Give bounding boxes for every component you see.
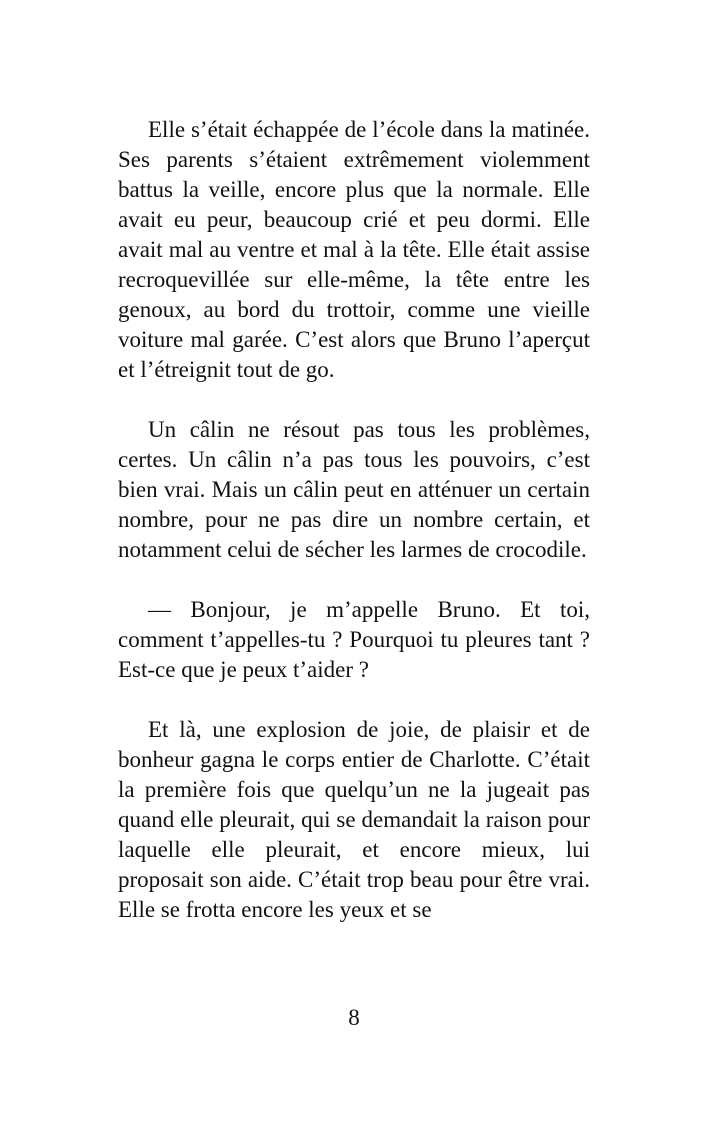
paragraph-2: Un câlin ne résout pas tous les problèmes, certes. Un câlin n’a pas tous les pouvoirs, c’est bien vrai. Mais un câlin peut en atténuer un certain nombre, pour ne pas dire un nombre certain, et notamment celui de sécher les larmes de crocodile. <box>118 417 590 562</box>
page-body <box>118 115 590 925</box>
paragraph-4: Et là, une explosion de joie, de plaisir et de bonheur gagna le corps entier de Charlotte. C’était la première fois que quelqu’un ne la jugeait pas quand elle pleurait, qui se demandait la raison pour laquelle elle pleurait, et encore mieux, lui proposait son aide. C’était trop beau pour être vrai. Elle se frotta encore les yeux et se <box>118 717 590 922</box>
paragraph-1: Elle s’était échappée de l’école dans la matinée. Ses parents s’étaient extrêmement violemment battus la veille, encore plus que la normale. Elle avait eu peur, beaucoup crié et peu dormi. Elle avait mal au ventre et mal à la tête. Elle était assise recroquevillée sur elle-même, la tête entre les genoux, au bord du trottoir, comme une vieille voiture mal garée. C’est alors que Bruno l’aperçut et l’étreignit tout de go. <box>118 117 590 382</box>
dialogue-paragraph: — Bonjour, je m’appelle Bruno. Et toi, comment t’appelles-tu ? Pourquoi tu pleures tant ? Est-ce que je peux t’aider ? <box>118 597 590 682</box>
page-number: 8 <box>348 1005 360 1030</box>
